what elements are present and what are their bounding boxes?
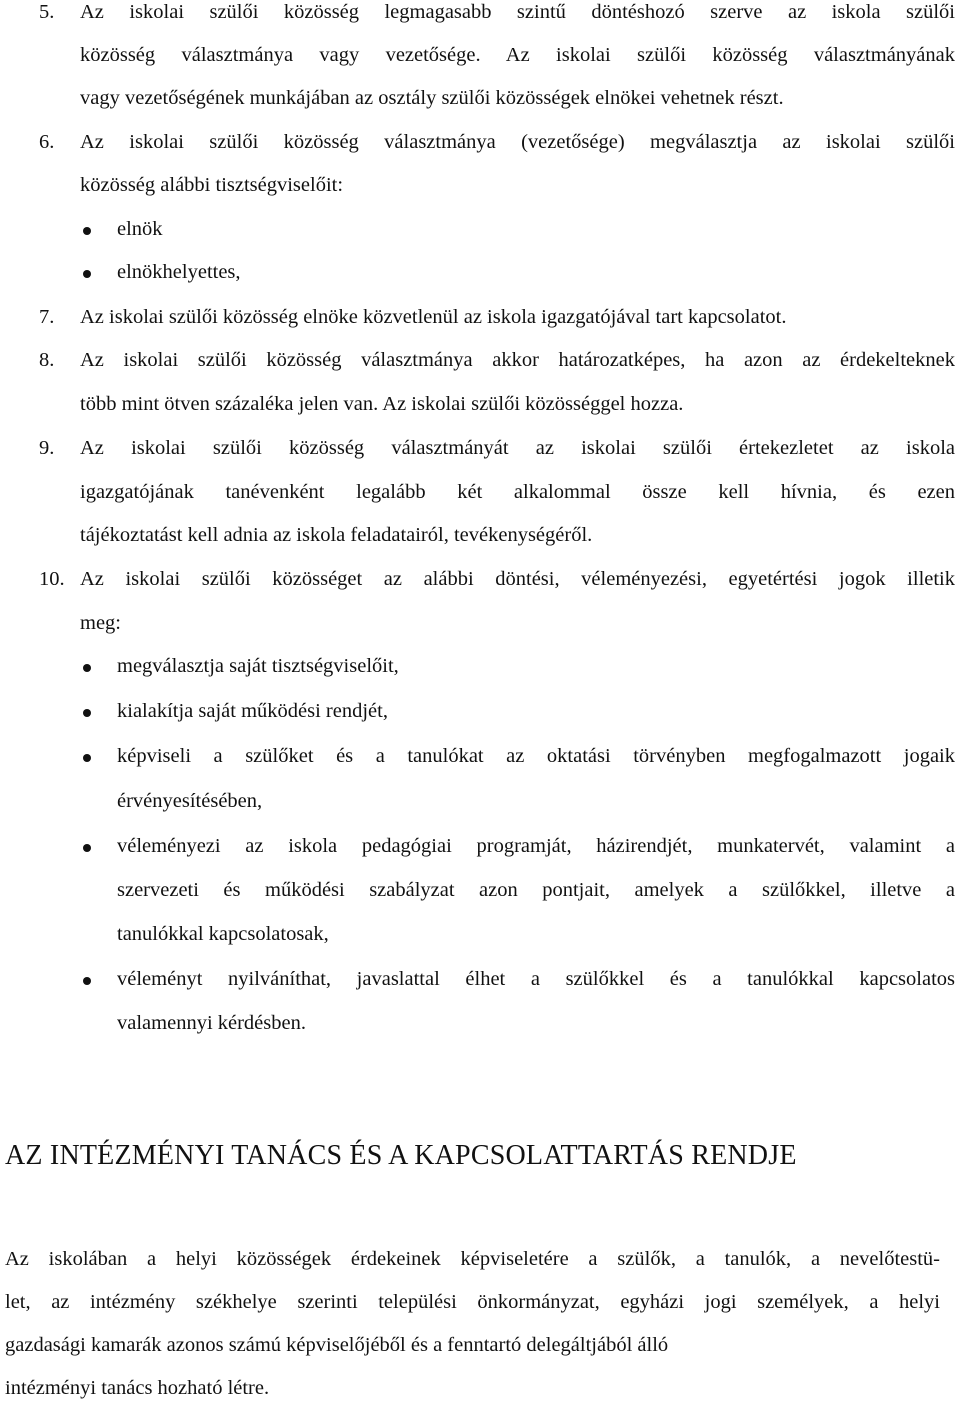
text-line: Az iskolai szülői közösség legmagasabb szintű döntéshozó szerve az iskola szülői <box>80 1 955 23</box>
paragraph-line: intézményi tanács hozható létre. <box>5 1377 270 1399</box>
text-line: tájékoztatást kell adnia az iskola feladatairól, tevékenységéről. <box>80 524 593 546</box>
text-line: igazgatójának tanévenként legalább két alkalommal össze kell hívnia, és ezen <box>80 481 955 503</box>
list-item-continuation: valamennyi kérdésben. <box>117 1012 306 1034</box>
paragraph-line: let, az intézmény székhelye szerinti települési önkormányzat, egyházi jogi személyek, a helyi <box>5 1291 940 1313</box>
list-item: képviseli a szülőket és a tanulókat az oktatási törvényben megfogalmazott jogaik <box>117 745 955 767</box>
text-line: vagy vezetőségének munkájában az osztály szülői közösségek elnökei vehetnek részt. <box>80 87 784 109</box>
text-line: Az iskolai szülői közösség elnöke közvetlenül az iskola igazgatójával tart kapcsolatot. <box>80 306 787 328</box>
list-item: kialakítja saját működési rendjét, <box>117 700 388 722</box>
list-item: véleményt nyilváníthat, javaslattal élhet a szülőkkel és a tanulókkal kapcsolatos <box>117 968 955 990</box>
list-item: elnök <box>117 218 163 240</box>
bullet-icon <box>83 754 91 762</box>
list-item-continuation: szervezeti és működési szabályzat azon pontjait, amelyek a szülőkkel, illetve a <box>117 879 955 901</box>
paragraph-line: Az iskolában a helyi közösségek érdekeinek képviseletére a szülők, a tanulók, a nevelőtestü- <box>5 1248 940 1270</box>
list-item: elnökhelyettes, <box>117 261 241 283</box>
paragraph-line: gazdasági kamarák azonos számú képviselőjéből és a fenntartó delegáltjából álló <box>5 1334 669 1356</box>
bullet-icon <box>83 270 91 278</box>
item-number: 5. <box>39 1 55 23</box>
bullet-icon <box>83 844 91 852</box>
text-line: közösség alábbi tisztségviselőit: <box>80 174 344 196</box>
item-number: 9. <box>39 437 55 459</box>
section-heading: AZ INTÉZMÉNYI TANÁCS ÉS A KAPCSOLATTARTÁS RENDJE <box>5 1140 797 1171</box>
item-number: 7. <box>39 306 55 328</box>
text-line: Az iskolai szülői közösség választmánya (vezetősége) megválasztja az iskolai szülői <box>80 131 955 153</box>
text-line: Az iskolai szülői közösséget az alábbi döntési, véleményezési, egyetértési jogok illetik <box>80 568 955 590</box>
text-line: több mint ötven százaléka jelen van. Az iskolai szülői közösséggel hozza. <box>80 393 684 415</box>
item-number: 6. <box>39 131 55 153</box>
bullet-icon <box>83 664 91 672</box>
list-item: megválasztja saját tisztségviselőit, <box>117 655 399 677</box>
bullet-icon <box>83 227 91 235</box>
bullet-icon <box>83 709 91 717</box>
list-item: véleményezi az iskola pedagógiai programját, házirendjét, munkatervét, valamint a <box>117 835 955 857</box>
text-line: Az iskolai szülői közösség választmányát az iskolai szülői értekezletet az iskola <box>80 437 955 459</box>
list-item-continuation: tanulókkal kapcsolatosak, <box>117 923 329 945</box>
text-line: meg: <box>80 612 121 634</box>
bullet-icon <box>83 977 91 985</box>
text-line: közösség választmánya vagy vezetősége. Az iskolai szülői közösség választmányának <box>80 44 955 66</box>
text-line: Az iskolai szülői közösség választmánya akkor határozatképes, ha azon az érdekelteknek <box>80 349 955 371</box>
item-number: 10. <box>39 568 65 590</box>
item-number: 8. <box>39 349 55 371</box>
list-item-continuation: érvényesítésében, <box>117 790 263 812</box>
